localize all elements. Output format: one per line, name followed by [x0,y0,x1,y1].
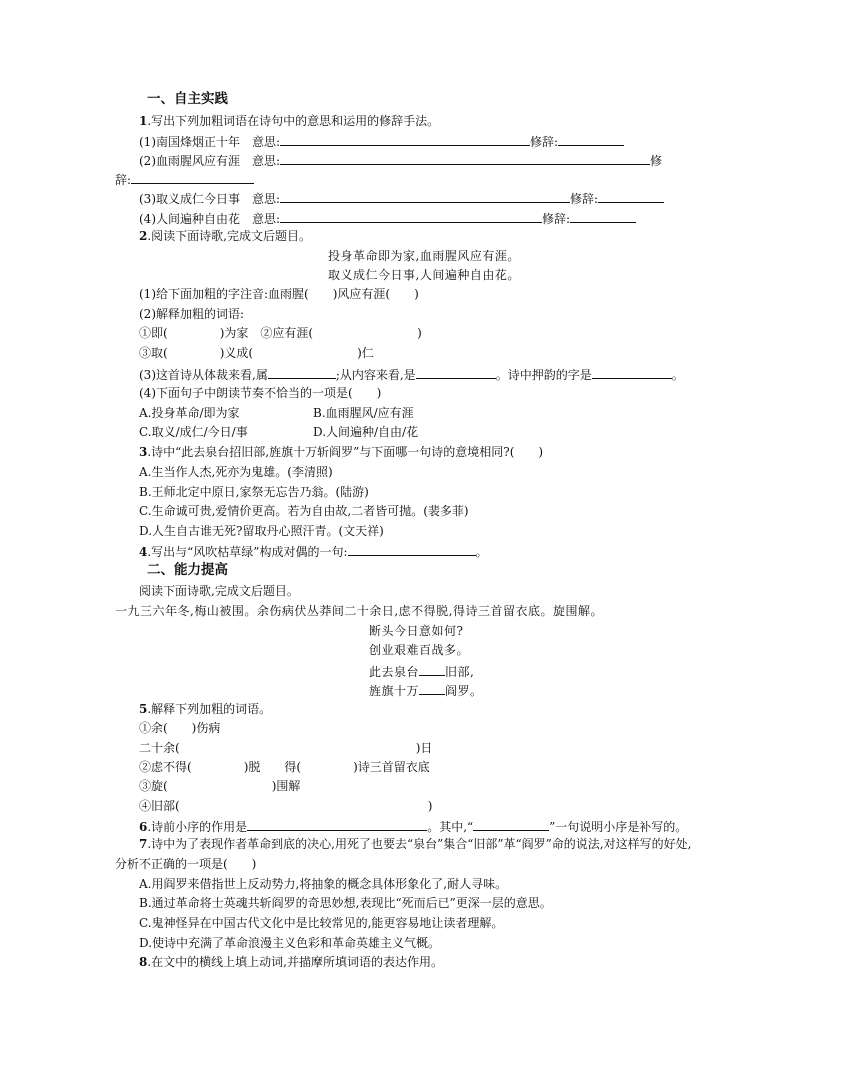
q2-option-d: D.人间遍种/自由/花 [313,425,419,439]
answer-blank[interactable] [473,818,549,831]
answer-blank[interactable] [268,366,336,379]
q3-option-a: A.生当作人杰,死亦为鬼雄。(李清照) [139,465,333,479]
answer-blank[interactable] [280,152,650,165]
q5-item-d: ③旋( )围解 [139,779,301,793]
poem-line: 取义成仁今日事,人间遍种自由花。 [328,268,520,282]
q2-sub4: (4)下面句子中朗读节奏不恰当的一项是( ) [139,386,382,400]
answer-blank[interactable] [416,366,496,379]
answer-blank[interactable] [280,190,570,203]
question-number: 1 [139,114,148,128]
question-7-stem-cont: 分析不正确的一项是( ) [115,857,257,871]
q3-option-d: D.人生自古谁无死?留取丹心照汗青。(文天祥) [139,524,384,538]
answer-blank[interactable] [247,818,427,831]
q2-sub2a: ①即( )为家 ②应有涯( ) [139,326,422,340]
answer-blank[interactable] [419,682,445,695]
poem-line: 投身革命即为家,血雨腥风应有涯。 [328,249,520,263]
answer-blank[interactable] [280,133,530,146]
q2-sub3: (3)这首诗从体裁来看,属 ;从内容来看,是 。诗中押韵的字是 。 [139,368,684,382]
question-5-stem: 5.解释下列加粗的词语。 [139,702,272,716]
q2-option-b: B.血雨腥风/应有涯 [313,406,414,420]
q2-option-a: A.投身革命/即为家 [139,406,240,420]
q2-sub2b: ③取( )义成( )仁 [139,346,374,360]
q7-option-c: C.鬼神怪异在中国古代文化中是比较常见的,能更容易地让读者理解。 [139,916,504,930]
q3-option-c: C.生命诚可贵,爱情价更高。若为自由故,二者皆可抛。(裴多菲) [139,504,469,518]
question-6: 6.诗前小序的作用是 。其中,“ ”一句说明小序是补写的。 [139,820,688,834]
q3-option-b: B.王师北定中原日,家祭无忘告乃翁。(陆游) [139,485,369,499]
answer-blank[interactable] [280,210,542,223]
poem-line: 断头今日意如何? [369,624,464,638]
q2-sub1: (1)给下面加粗的字注音:血雨腥( )风应有涯( ) [139,287,419,301]
q1-item-2: (2)血雨腥风应有涯 意思: 修 [139,154,663,168]
q5-item-e: ④旧部( ) [139,799,433,813]
q5-item-b: 二十余( )日 [139,741,433,755]
q1-item-4: (4)人间遍种自由花 意思: 修辞: [139,210,636,227]
answer-blank[interactable] [558,133,624,146]
poem-preface: 一九三六年冬,梅山被围。余伤病伏丛莽间二十余日,虑不得脱,得诗三首留衣底。旋围解。 [115,604,603,618]
question-2-stem: 2.阅读下面诗歌,完成文后题目。 [139,229,311,243]
question-7-stem: 7.诗中为了表现作者革命到底的决心,用死了也要去“泉台”集合“旧部”革“阎罗”命的说法,对这样写的好处, [139,837,692,851]
q2-option-c: C.取义/成仁/今日/事 [139,425,248,439]
answer-blank[interactable] [348,543,476,556]
q5-item-c: ②虑不得( )脱 得( )诗三首留衣底 [139,760,430,774]
q5-item-a: ①余( )伤病 [139,721,221,735]
q7-option-d: D.使诗中充满了革命浪漫主义色彩和革命英雄主义气概。 [139,936,441,950]
answer-blank[interactable] [570,210,636,223]
question-4: 4.写出与“风吹枯草绿”构成对偶的一句: 。 [139,545,488,559]
answer-blank[interactable] [598,190,664,203]
poem-line: 此去泉台 旧部, [369,665,475,679]
q2-sub2: (2)解释加粗的词语: [139,307,245,321]
answer-blank[interactable] [419,663,445,676]
question-1-stem: 1.写出下列加粗词语在诗句中的意思和运用的修辞手法。 [139,114,440,128]
section-title-1: 一、自主实践 [147,91,228,107]
question-3-stem: 3.诗中“此去泉台招旧部,旌旗十万斩阎罗”与下面哪一句诗的意境相同?( ) [139,445,544,459]
poem-line: 创业艰难百战多。 [369,643,470,657]
q7-option-b: B.通过革命将士英魂共斩阎罗的奇思妙想,表现比“死而后已”更深一层的意思。 [139,896,552,910]
q1-item-3: (3)取义成仁今日事 意思: 修辞: [139,190,664,207]
poem-line: 旌旗十万 阎罗。 [369,684,483,698]
answer-blank[interactable] [592,366,672,379]
q1-item-2-cont: 辞: [115,171,254,188]
question-8: 8.在文中的横线上填上动词,并描摩所填词语的表达作用。 [139,955,443,969]
q7-option-a: A.用阎罗来借指世上反动势力,将抽象的概念具体形象化了,耐人寻味。 [139,877,508,891]
answer-blank[interactable] [131,171,254,184]
reading-intro: 阅读下面诗歌,完成文后题目。 [139,584,299,598]
section-title-2: 二、能力提高 [147,562,228,578]
q1-item-1: (1)南国烽烟正十年 意思: 修辞: [139,133,624,150]
